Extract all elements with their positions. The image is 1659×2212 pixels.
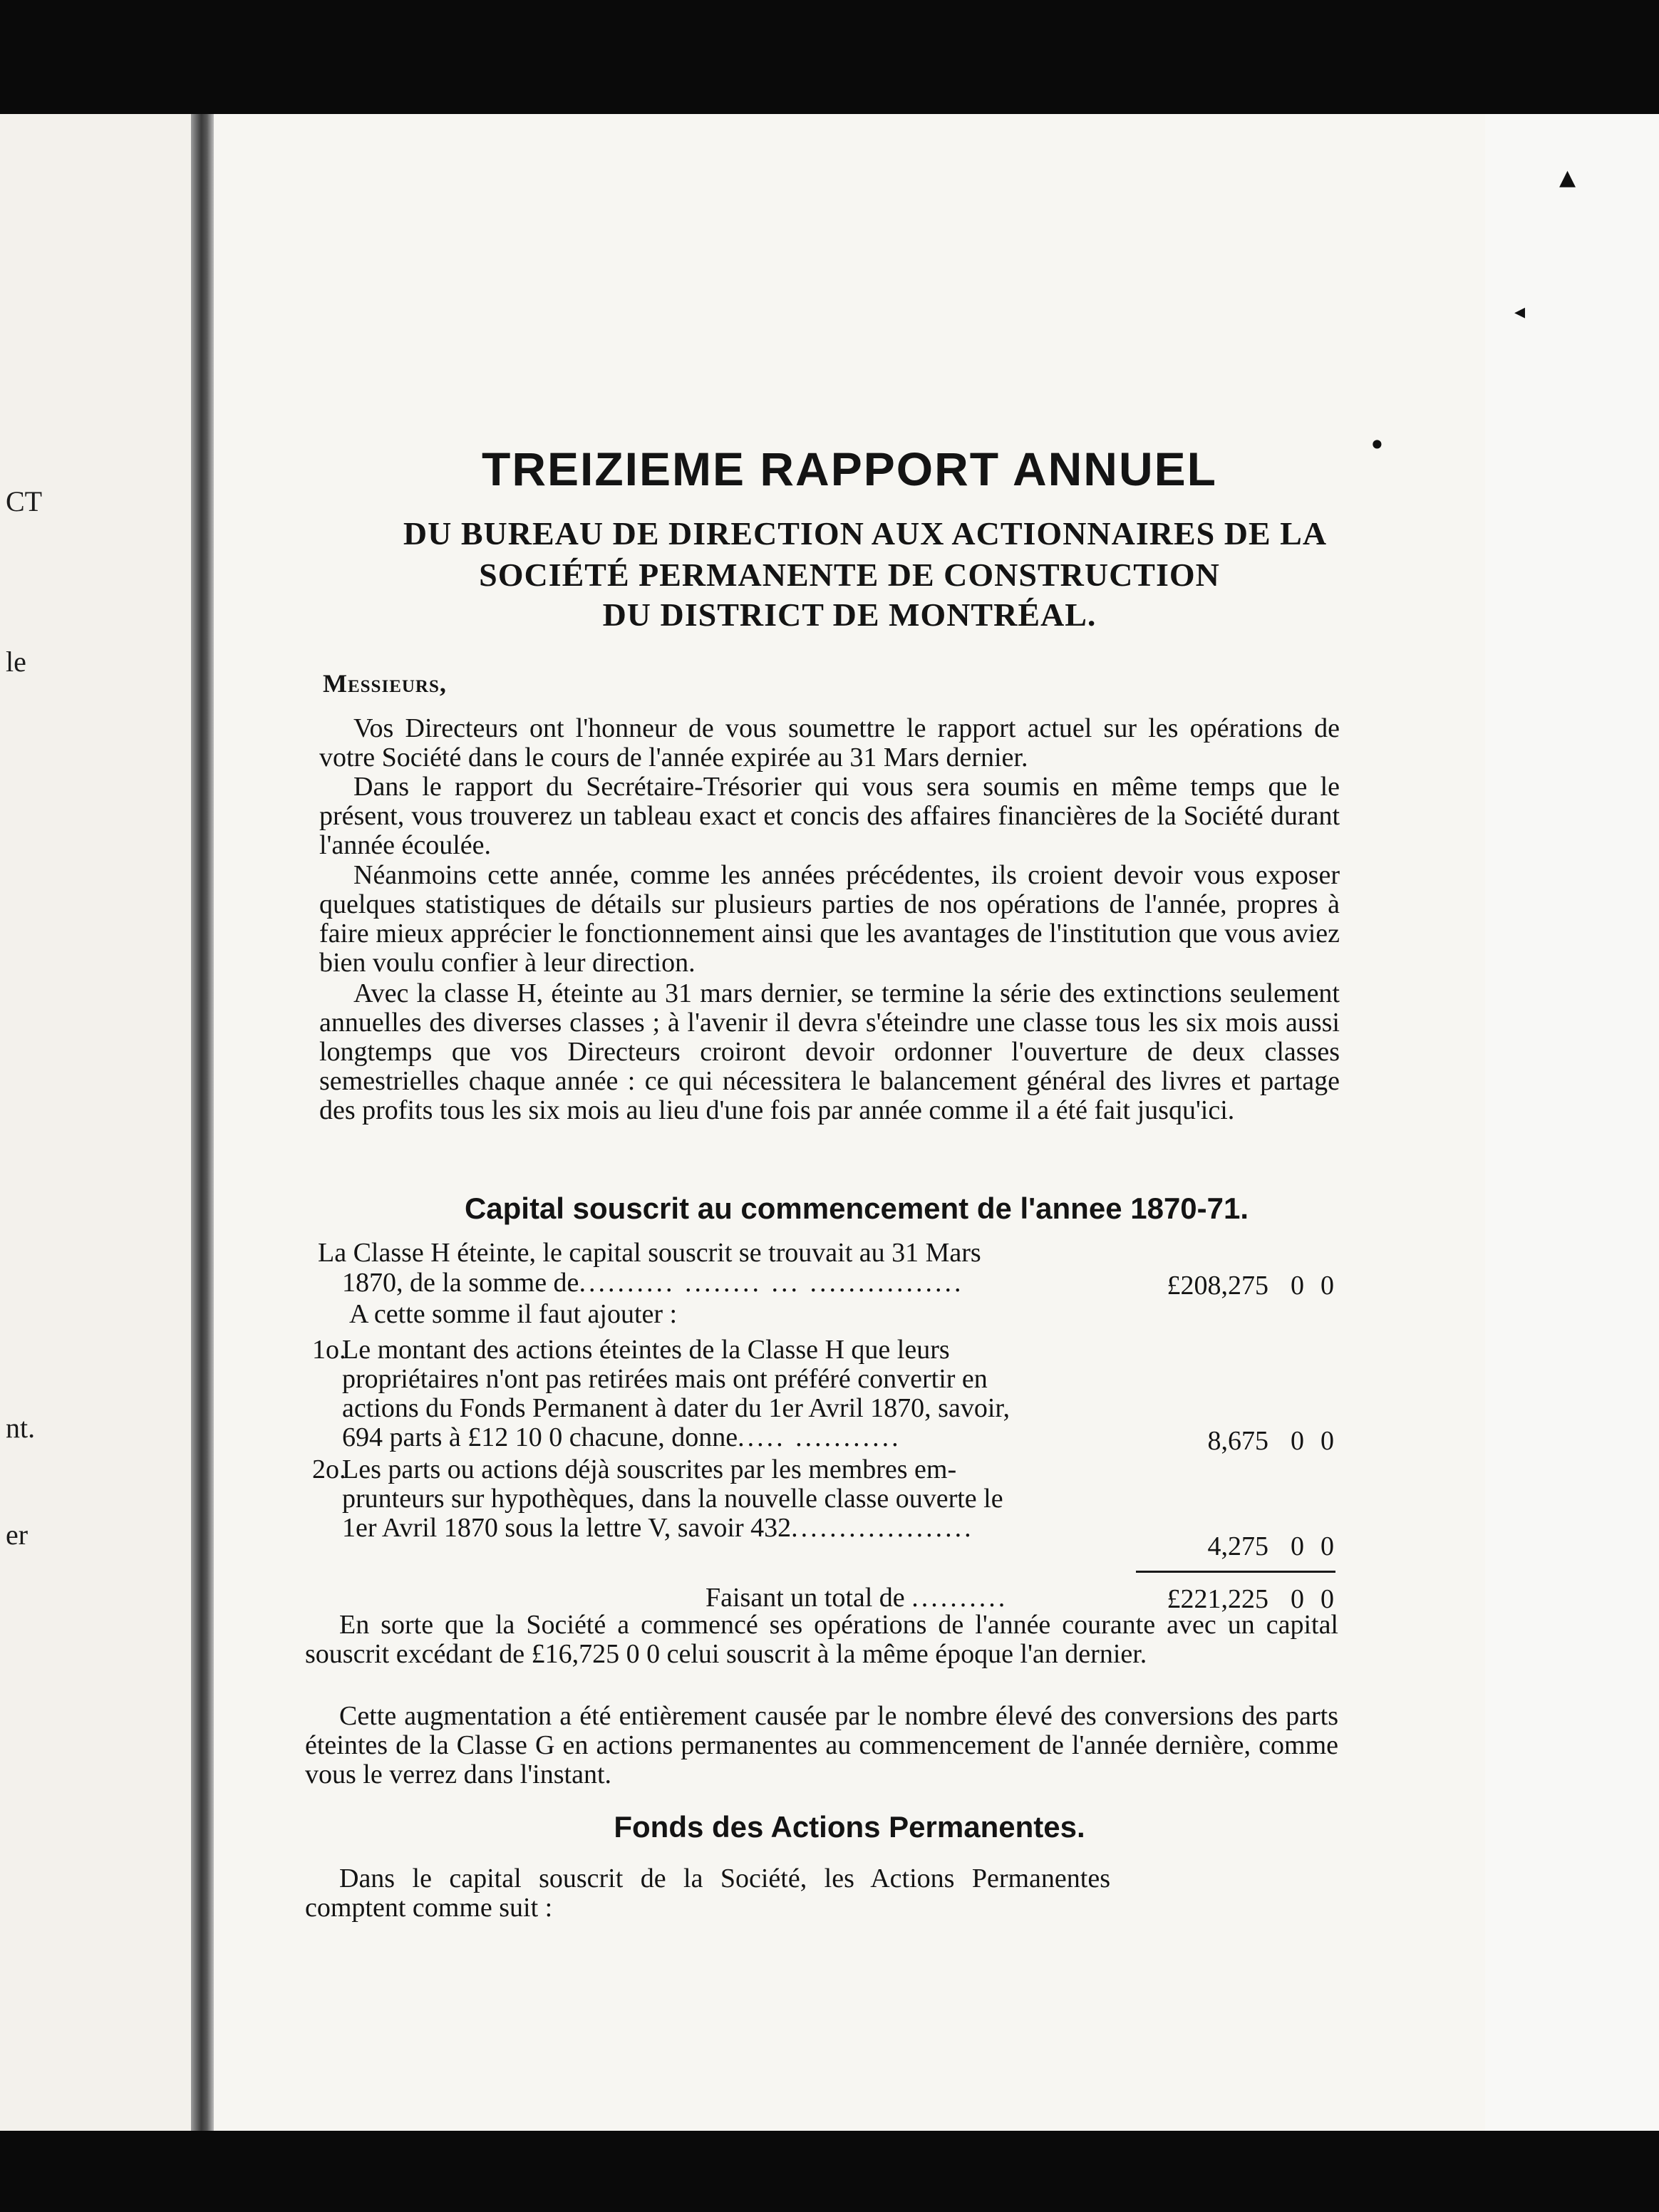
paragraph-text: En sorte que la Société a commencé ses opérations de l'année courante avec un capital souscrit excédant de £16,725 0 0 celui souscrit à la même époque l'an dernier. — [305, 1610, 1338, 1669]
capital-intro-line: La Classe H éteinte, le capital souscrit se trouvait au 31 Mars — [318, 1238, 981, 1268]
item-line: actions du Fonds Permanent à dater du 1er Avril 1870, savoir, — [342, 1393, 1011, 1423]
leader-dots: ................... — [791, 1513, 974, 1543]
body-paragraph — [319, 861, 1340, 978]
total-pence: 0 — [1321, 1584, 1334, 1614]
item-line-text: 1er Avril 1870 sous la lettre V, savoir 432 — [342, 1513, 792, 1543]
intro-pence: 0 — [1321, 1271, 1334, 1301]
body-paragraph — [319, 772, 1340, 860]
report-subtitle-line: DU DISTRICT DE MONTRÉAL. — [602, 596, 1097, 633]
scan-border-bottom — [0, 2131, 1659, 2212]
intro-amount: £208,275 — [1167, 1271, 1268, 1301]
salutation: Messieurs, — [323, 669, 447, 698]
total-label: Faisant un total de — [706, 1583, 905, 1613]
facing-page-fragment: nt. — [6, 1412, 36, 1444]
paragraph-text: Avec la classe H, éteinte au 31 mars dernier, se termine la série des extinctions seulement annuelles des diverses classes ; à l'avenir il devra s'éteindre une classe tous les six mois aussi longtemps que vos Directeurs croiront devoir ordonner l'ouverture de deux classes semestrielles chaque année : ce qui nécessitera le balancement général des livres et partage des profits tous les six mois au lieu d'une fois par année comme il a été fait jusqu'ici. — [319, 978, 1340, 1125]
section-heading-permanent: Fonds des Actions Permanentes. — [614, 1810, 1085, 1844]
leader-dots: ..... ........... — [738, 1422, 901, 1452]
item-line-text: 694 parts à £12 10 0 chacune, donne — [342, 1422, 738, 1452]
item-amount: 8,675 — [1207, 1426, 1268, 1456]
capital-intro-text: 1870, de la somme de — [342, 1268, 579, 1298]
section-heading-capital: Capital souscrit au commencement de l'annee 1870-71. — [464, 1192, 1249, 1225]
total-shillings: 0 — [1291, 1584, 1304, 1614]
body-paragraph — [305, 1611, 1338, 1669]
total-rule — [1136, 1571, 1335, 1573]
right-margin — [1485, 114, 1659, 2131]
item-pence: 0 — [1321, 1531, 1334, 1561]
report-title: TREIZIEME RAPPORT ANNUEL — [482, 443, 1217, 495]
body-paragraph — [319, 714, 1340, 772]
facing-page — [0, 114, 191, 2131]
paragraph-text: Cette augmentation a été entièrement causée par le nombre élevé des conversions des parts éteintes de la Classe G en actions permanentes au commencement de l'année dernière, comme vous le verrez dans l'instant. — [305, 1701, 1338, 1789]
total-amount: £221,225 — [1167, 1584, 1268, 1614]
margin-mark: ◂ — [1514, 299, 1526, 324]
item-line — [342, 1514, 974, 1543]
body-paragraph — [305, 1864, 1110, 1923]
report-subtitle-line: DU BUREAU DE DIRECTION AUX ACTIONNAIRES DE LA — [403, 515, 1328, 552]
scan-border-top — [0, 0, 1659, 114]
item-line: prunteurs sur hypothèques, dans la nouvelle classe ouverte le — [342, 1484, 1003, 1514]
body-paragraph — [319, 979, 1340, 1125]
intro-shillings: 0 — [1291, 1271, 1304, 1301]
leader-dots: .......... — [911, 1583, 1008, 1613]
item-pence: 0 — [1321, 1426, 1334, 1456]
margin-mark: ▲ — [1559, 165, 1576, 190]
paragraph-text: Néanmoins cette année, comme les années précédentes, ils croient devoir vous exposer quelques statistiques de détails sur plusieurs parties de nos opérations de l'année, propres à faire mieux apprécier le fonctionnement ainsi que les avantages de l'institution que vous aviez bien voulu confier à leur direction. — [319, 860, 1340, 978]
report-subtitle-line: SOCIÉTÉ PERMANENTE DE CONSTRUCTION — [479, 557, 1220, 593]
total-line — [706, 1583, 1008, 1613]
item-shillings: 0 — [1291, 1426, 1304, 1456]
facing-page-fragment: CT — [6, 485, 43, 517]
paragraph-text: Dans le capital souscrit de la Société, les Actions Permanentes comptent comme suit : — [305, 1864, 1110, 1923]
facing-page-fragment: le — [6, 646, 26, 678]
facing-page-fragment: er — [6, 1519, 29, 1551]
item-amount: 4,275 — [1207, 1531, 1268, 1561]
item-line: propriétaires n'ont pas retirées mais ont préféré convertir en — [342, 1364, 988, 1394]
leader-dots: .......... ........ ... ................ — [579, 1268, 964, 1298]
item-line — [342, 1423, 901, 1452]
add-line: A cette somme il faut ajouter : — [349, 1299, 678, 1329]
paragraph-text: Vos Directeurs ont l'honneur de vous soumettre le rapport actuel sur les opérations de votre Société dans le cours de l'année expirée au 31 Mars dernier. — [319, 713, 1340, 772]
item-shillings: 0 — [1291, 1531, 1304, 1561]
body-paragraph — [305, 1702, 1338, 1789]
paragraph-text: Dans le rapport du Secrétaire-Trésorier qui vous sera soumis en même temps que le présent, vous trouverez un tableau exact et concis des affaires financières de la Société durant l'année écoulée. — [319, 772, 1340, 860]
item-line: Les parts ou actions déjà souscrites par les membres em- — [342, 1454, 957, 1484]
item-number: 1o. — [312, 1335, 346, 1365]
margin-mark: • — [1368, 428, 1386, 462]
item-number: 2o. — [312, 1454, 346, 1484]
capital-intro-line — [342, 1268, 963, 1298]
item-line: Le montant des actions éteintes de la Classe H que leurs — [342, 1335, 950, 1365]
book-gutter — [191, 114, 214, 2131]
